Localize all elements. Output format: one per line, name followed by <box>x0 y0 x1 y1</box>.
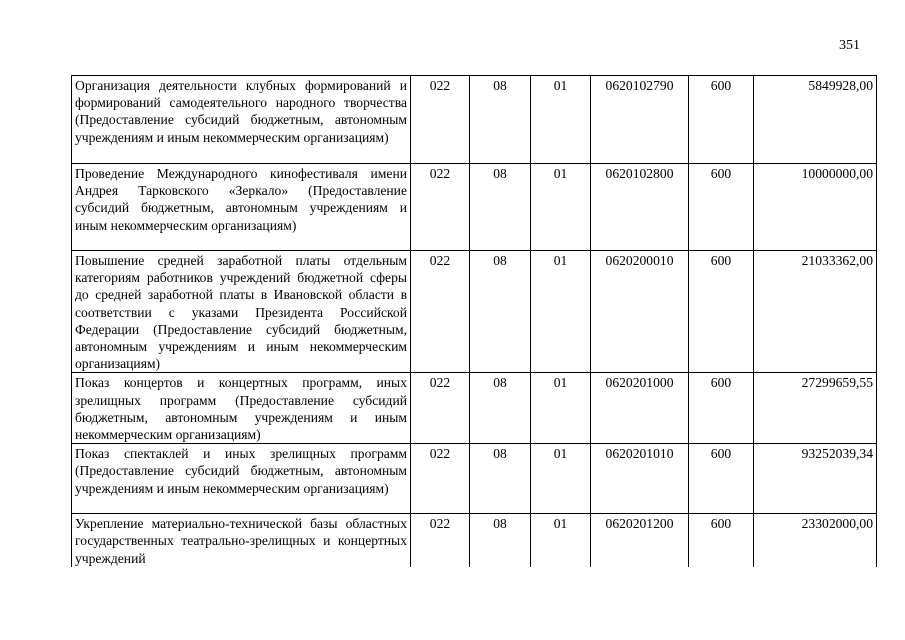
expense-type-cell: 600 <box>689 514 754 567</box>
ministry-code-cell: 022 <box>411 514 470 567</box>
table-row <box>72 76 877 164</box>
description-cell: Проведение Международного кинофестиваля имени Андрея Тарковского «Зеркало» (Предоставление субсидий бюджетным, автономным учреждениям и иным некоммерческим организациям) <box>72 164 411 251</box>
subsection-cell: 01 <box>531 514 591 567</box>
subsection-cell: 01 <box>531 444 591 514</box>
table-row <box>72 444 877 514</box>
budget-table <box>71 75 877 567</box>
amount-cell: 23302000,00 <box>754 514 877 567</box>
expense-type-cell: 600 <box>689 251 754 373</box>
section-cell: 08 <box>470 514 531 567</box>
expense-type-cell: 600 <box>689 76 754 164</box>
page-number: 351 <box>839 38 860 53</box>
target-code-cell: 0620102800 <box>591 164 689 251</box>
table-row <box>72 164 877 251</box>
table-row <box>72 373 877 444</box>
subsection-cell: 01 <box>531 164 591 251</box>
description-cell: Повышение средней заработной платы отдельным категориям работников учреждений бюджетной сферы до средней заработной платы в Ивановской области в соответствии с указами Президента Российской Федерации (Предоставление субсидий бюджетным, автономным учреждениям и иным некоммерческим организациям) <box>72 251 411 373</box>
target-code-cell: 0620102790 <box>591 76 689 164</box>
amount-cell: 93252039,34 <box>754 444 877 514</box>
section-cell: 08 <box>470 76 531 164</box>
ministry-code-cell: 022 <box>411 251 470 373</box>
description-cell: Укрепление материально-технической базы областных государственных театрально-зрелищных и концертных учреждений <box>72 514 411 567</box>
expense-type-cell: 600 <box>689 444 754 514</box>
description-cell: Показ концертов и концертных программ, иных зрелищных программ (Предоставление субсидий бюджетным, автономным учреждениям и иным некоммерческим организациям) <box>72 373 411 444</box>
target-code-cell: 0620201200 <box>591 514 689 567</box>
amount-cell: 21033362,00 <box>754 251 877 373</box>
subsection-cell: 01 <box>531 373 591 444</box>
amount-cell: 5849928,00 <box>754 76 877 164</box>
section-cell: 08 <box>470 251 531 373</box>
amount-cell: 10000000,00 <box>754 164 877 251</box>
subsection-cell: 01 <box>531 251 591 373</box>
section-cell: 08 <box>470 164 531 251</box>
description-cell: Показ спектаклей и иных зрелищных программ (Предоставление субсидий бюджетным, автономным учреждениям и иным некоммерческим организациям) <box>72 444 411 514</box>
table-row <box>72 514 877 567</box>
ministry-code-cell: 022 <box>411 373 470 444</box>
subsection-cell: 01 <box>531 76 591 164</box>
ministry-code-cell: 022 <box>411 164 470 251</box>
expense-type-cell: 600 <box>689 373 754 444</box>
description-cell: Организация деятельности клубных формирований и формирований самодеятельного народного творчества (Предоставление субсидий бюджетным, автономным учреждениям и иным некоммерческим организациям) <box>72 76 411 164</box>
section-cell: 08 <box>470 444 531 514</box>
target-code-cell: 0620201000 <box>591 373 689 444</box>
ministry-code-cell: 022 <box>411 76 470 164</box>
expense-type-cell: 600 <box>689 164 754 251</box>
target-code-cell: 0620201010 <box>591 444 689 514</box>
target-code-cell: 0620200010 <box>591 251 689 373</box>
section-cell: 08 <box>470 373 531 444</box>
table-row <box>72 251 877 373</box>
amount-cell: 27299659,55 <box>754 373 877 444</box>
ministry-code-cell: 022 <box>411 444 470 514</box>
